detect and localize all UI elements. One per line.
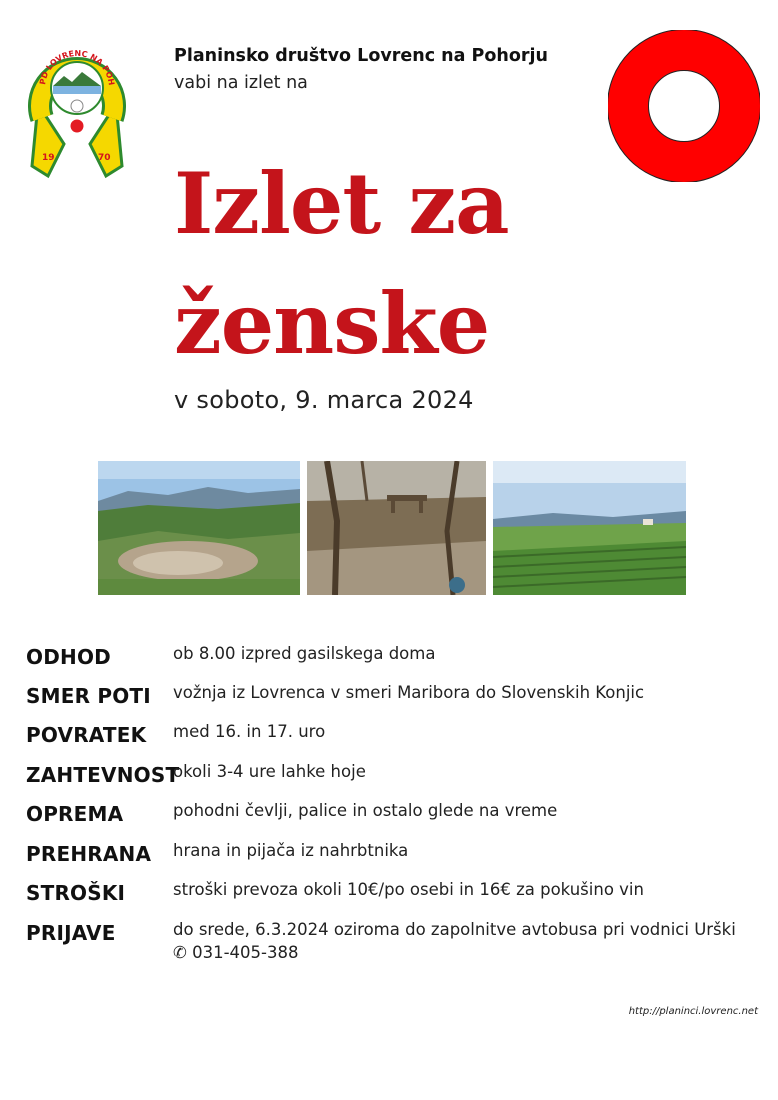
detail-value: pohodni čevlji, palice in ostalo glede na vreme [173,801,558,820]
detail-value: do srede, 6.3.2024 oziroma do zapolnitve avtobusa pri vodnici Urški ✆ 031-405-388 [173,920,736,962]
detail-value: vožnja iz Lovrenca v smeri Maribora do Slovenskih Konjic [173,683,645,702]
title-line-1: Izlet za [174,154,509,253]
logo-arc-text: PD LOVRENC NA POH [38,48,116,87]
detail-label: POVRATEK [26,723,147,747]
detail-label: PRIJAVE [26,921,116,945]
logo-year-right: 70 [98,153,111,163]
detail-value: okoli 3-4 ure lahke hoje [173,762,366,781]
detail-value: med 16. in 17. uro [173,722,326,741]
detail-value: ob 8.00 izpred gasilskega doma [173,644,436,663]
footer-url: http://planinci.lovrenc.net [628,1006,758,1017]
detail-value: stroški prevoza okoli 10€/po osebi in 16€ za pokušino vin [173,880,644,899]
detail-label: SMER POTI [26,684,151,708]
organization-name: Planinsko društvo Lovrenc na Pohorju [174,46,548,66]
detail-label: OPREMA [26,802,124,826]
detail-label: PREHRANA [26,842,152,866]
club-logo [28,26,126,180]
logo-year-left: 19 [42,153,55,163]
photo-town-landscape [98,461,300,595]
red-ring-decoration [608,30,760,182]
event-date: v soboto, 9. marca 2024 [174,386,474,414]
detail-value: hrana in pijača iz nahrbtnika [173,841,409,860]
title-line-2: ženske [174,274,490,373]
invite-text: vabi na izlet na [174,73,308,93]
detail-label: STROŠKI [26,881,126,905]
detail-label: ODHOD [26,645,111,669]
photo-forest-bench [307,461,486,595]
photo-vineyard [493,461,686,595]
detail-label: ZAHTEVNOST [26,763,180,787]
